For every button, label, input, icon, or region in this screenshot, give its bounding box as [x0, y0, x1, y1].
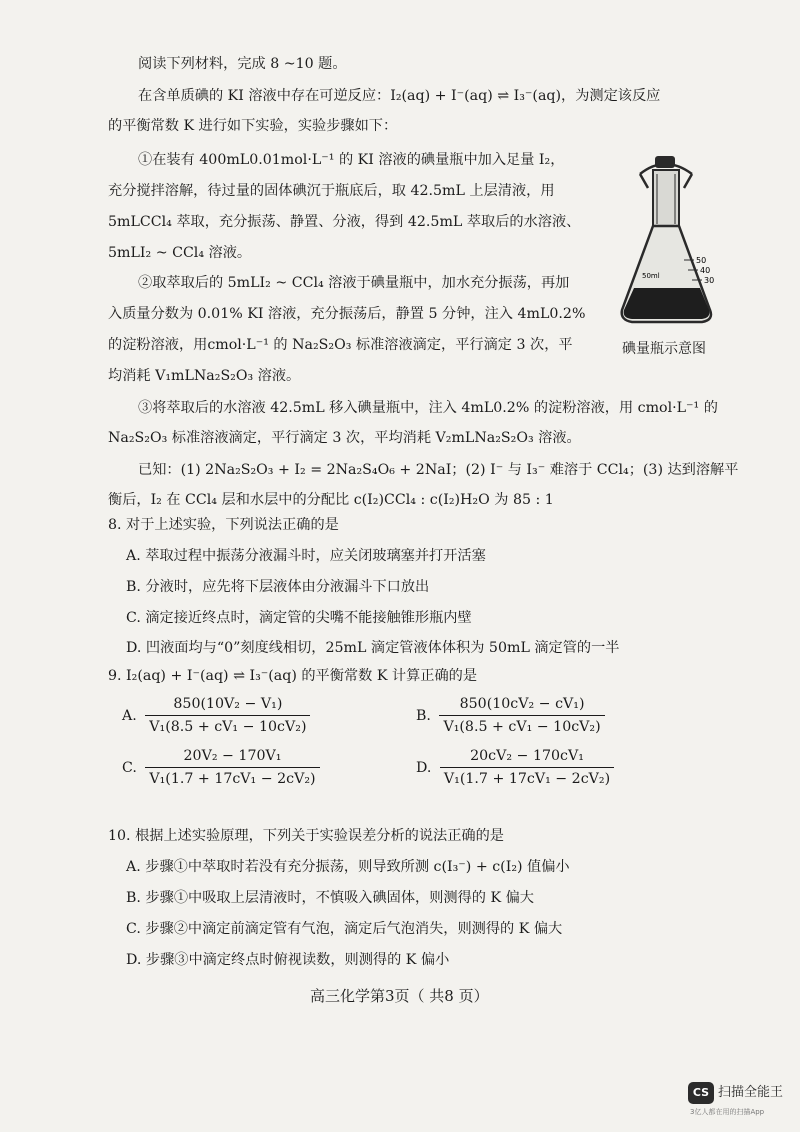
q9-option-a — [122, 694, 314, 737]
flask-liquid — [624, 288, 710, 319]
volume-label: 50ml — [642, 272, 660, 280]
q9-option-d-label: D. — [416, 759, 432, 776]
q8-option-d: D. 凹液面均与“0”刻度线相切，25mL 滴定管液体体积为 50mL 滴定管的一半 — [126, 640, 620, 656]
step2-line-3: 的淀粉溶液，用cmol·L⁻¹ 的 Na₂S₂O₃ 标准溶液滴定，平行滴定 3 次，平 — [108, 337, 573, 353]
scale-label-40: 40 — [700, 266, 711, 275]
q9-option-c-denominator: V₁(1.7 + 17cV₁ − 2cV₂) — [149, 771, 316, 787]
q9-option-a-label: A. — [122, 707, 137, 724]
q10-option-c: C. 步骤②中滴定前滴定管有气泡，滴定后气泡消失，则测得的 K 偏大 — [126, 921, 563, 937]
q9-option-d-numerator: 20cV₂ − 170cV₁ — [440, 746, 614, 768]
q9-option-a-numerator: 850(10V₂ − V₁) — [145, 694, 310, 716]
iodine-flask-figure — [612, 150, 722, 370]
q10-option-d: D. 步骤③中滴定终点时俯视读数，则测得的 K 偏小 — [126, 952, 450, 968]
q9-option-d — [416, 746, 618, 789]
q9-option-c-numerator: 20V₂ − 170V₁ — [145, 746, 319, 768]
watermark-name: 扫描全能王 — [718, 1085, 784, 1100]
step3-line-2: Na₂S₂O₃ 标准溶液滴定，平行滴定 3 次，平均消耗 V₂mLNa₂S₂O₃ 溶液。 — [108, 430, 581, 446]
q9-option-c — [122, 746, 324, 789]
known-line-1: 已知：(1) 2Na₂S₂O₃ + I₂ = 2Na₂S₄O₆ + 2NaI；(2) I⁻ 与 I₃⁻ 难溶于 CCl₄；(3) 达到溶解平 — [138, 462, 739, 478]
step1-line-4: 5mLI₂ ~ CCl₄ 溶液。 — [108, 245, 252, 261]
q9-option-b-label: B. — [416, 707, 431, 724]
step1-line-2: 充分搅拌溶解，待过量的固体碘沉于瓶底后，取 42.5mL 上层清液，用 — [108, 183, 555, 199]
scanner-watermark — [688, 1080, 798, 1126]
iodine-flask-icon — [612, 150, 722, 340]
q9-option-b-denominator: V₁(8.5 + cV₁ − 10cV₂) — [443, 719, 601, 735]
q9-option-d-fraction — [440, 746, 614, 789]
q10-option-a: A. 步骤①中萃取时若没有充分振荡，则导致所测 c(I₃⁻) + c(I₂) 值偏小 — [126, 859, 570, 875]
step3-line-1: ③将萃取后的水溶液 42.5mL 移入碘量瓶中，注入 4mL0.2% 的淀粉溶液，用 cmol·L⁻¹ 的 — [138, 400, 718, 416]
step1-line-3: 5mLCCl₄ 萃取，充分振荡、静置、分液，得到 42.5mL 萃取后的水溶液、 — [108, 214, 581, 230]
flask-stopper — [655, 156, 675, 168]
q9-option-a-denominator: V₁(8.5 + cV₁ − 10cV₂) — [149, 719, 307, 735]
intro-heading: 阅读下列材料，完成 8 ~10 题。 — [138, 56, 347, 72]
q10-stem: 10. 根据上述实验原理，下列关于实验误差分析的说法正确的是 — [108, 828, 504, 844]
reaction-line-1: 在含单质碘的 KI 溶液中存在可逆反应：I₂(aq) + I⁻(aq) ⇌ I₃⁻(aq)，为测定该反应 — [138, 88, 661, 104]
scale-label-50: 50 — [696, 256, 707, 265]
step2-line-4: 均消耗 V₁mLNa₂S₂O₃ 溶液。 — [108, 368, 301, 384]
q8-option-c: C. 滴定接近终点时，滴定管的尖嘴不能接触锥形瓶内壁 — [126, 610, 472, 626]
step2-line-1: ②取萃取后的 5mLI₂ ~ CCl₄ 溶液于碘量瓶中，加水充分振荡，再加 — [138, 275, 570, 291]
q8-option-b: B. 分液时，应先将下层液体由分液漏斗下口放出 — [126, 579, 430, 595]
watermark-slogan: 3亿人都在用的扫描App — [690, 1108, 765, 1116]
q9-option-a-fraction — [145, 694, 310, 737]
reaction-line-2: 的平衡常数 K 进行如下实验，实验步骤如下： — [108, 118, 398, 134]
q9-option-d-denominator: V₁(1.7 + 17cV₁ − 2cV₂) — [443, 771, 611, 787]
q9-option-c-label: C. — [122, 759, 137, 776]
q9-option-b-numerator: 850(10cV₂ − cV₁) — [439, 694, 604, 716]
known-line-2: 衡后，I₂ 在 CCl₄ 层和水层中的分配比 c(I₂)CCl₄ : c(I₂)H₂O 为 85 : 1 — [108, 492, 554, 508]
scale-label-30: 30 — [704, 276, 715, 285]
q8-option-a: A. 萃取过程中振荡分液漏斗时，应关闭玻璃塞并打开活塞 — [126, 548, 486, 564]
q9-option-b-fraction — [439, 694, 604, 737]
q10-option-b: B. 步骤①中吸取上层清液时，不慎吸入碘固体，则测得的 K 偏大 — [126, 890, 534, 906]
page-footer: 高三化学第3页（ 共8 页） — [310, 987, 489, 1005]
cs-logo-icon: CS — [688, 1082, 714, 1104]
q9-option-c-fraction — [145, 746, 319, 789]
q8-stem: 8. 对于上述实验，下列说法正确的是 — [108, 517, 339, 533]
q9-stem: 9. I₂(aq) + I⁻(aq) ⇌ I₃⁻(aq) 的平衡常数 K 计算正确的是 — [108, 668, 478, 684]
step1-line-1: ①在装有 400mL0.01mol·L⁻¹ 的 KI 溶液的碘量瓶中加入足量 I₂， — [138, 152, 565, 168]
figure-caption: 碘量瓶示意图 — [622, 341, 706, 357]
q9-option-b — [416, 694, 609, 737]
step2-line-2: 入质量分数为 0.01% KI 溶液，充分振荡后，静置 5 分钟，注入 4mL0.2% — [108, 306, 586, 322]
